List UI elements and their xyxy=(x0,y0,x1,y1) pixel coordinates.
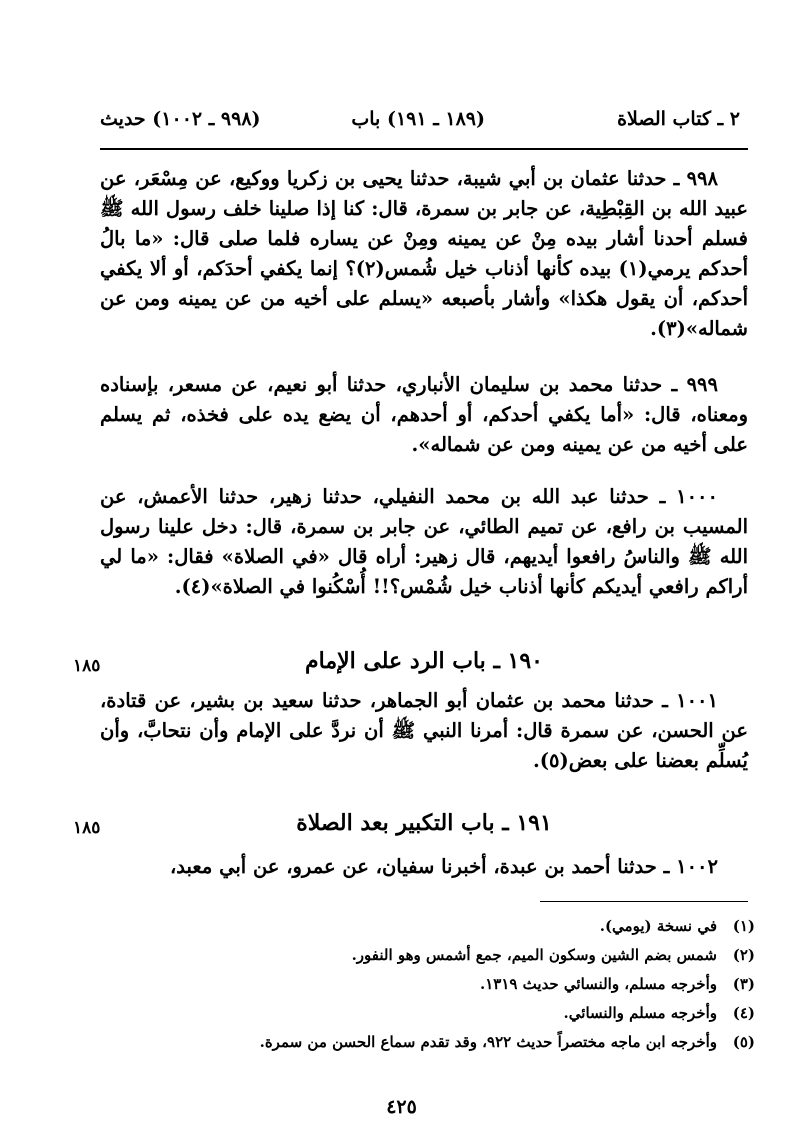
hadith-999-text: ٩٩٩ ـ حدثنا محمد بن سليمان الأنباري، حدثنا أبو نعيم، عن مسعر، بإسناده ومعناه، قال: «أما يكفي أحدكم، أو أحدهم، أن يضع يده على فخذه، ثم يسلم على أخيه من عن يمينه ومن عن شماله». xyxy=(100,373,748,456)
hadith-1000 xyxy=(100,482,748,602)
footnotes xyxy=(130,912,755,1057)
hadith-1002-text: ١٠٠٢ ـ حدثنا أحمد بن عبدة، أخبرنا سفيان، عن عمرو، عن أبي معبد، xyxy=(170,855,718,878)
page-number: ٤٢٥ xyxy=(386,1096,417,1118)
footnote xyxy=(130,1028,755,1057)
hadith-999 xyxy=(100,370,748,460)
hadith-998 xyxy=(100,164,748,344)
header-rule xyxy=(100,148,748,150)
hadith-1002 xyxy=(100,852,748,882)
hadith-1001-text: ١٠٠١ ـ حدثنا محمد بن عثمان أبو الجماهر، حدثنا سعيد بن بشير، عن قتادة، عن الحسن، عن سمرة قال: أمرنا النبي ﷺ أن نردَّ على الإمام وأن نتحابَّ، وأن يُسلِّم بعضنا على بعض(٥). xyxy=(100,689,748,772)
hadith-range: (٩٩٨ ـ ١٠٠٢) حديث xyxy=(100,108,261,130)
footnote-text: في نسخة (يومي). xyxy=(599,917,717,935)
section-191-margin: ١٨٥ xyxy=(73,818,101,838)
footnote-number: (٥) xyxy=(732,1033,755,1051)
footnote-rule xyxy=(540,901,748,902)
footnote xyxy=(130,970,755,999)
footnote xyxy=(130,999,755,1028)
hadith-1000-text: ١٠٠٠ ـ حدثنا عبد الله بن محمد النفيلي، حدثنا زهير، حدثنا الأعمش، عن المسيب بن رافع، عن تميم الطائي، عن جابر بن سمرة، قال: دخل علينا رسول الله ﷺ والناسُ رافعوا أيديهم، قال زهير: أراه قال «في الصلاة» فقال: «ما لي أراكم رافعي أيديكم كأنها أذناب خيل شُمْس؟!! أُسْكُنوا في الصلاة»(٤). xyxy=(100,485,748,598)
footnote-text: شمس بضم الشين وسكون الميم، جمع أشمس وهو النفور. xyxy=(351,946,717,964)
footnote xyxy=(130,941,755,970)
footnote-number: (٢) xyxy=(732,946,755,964)
footnote-number: (٣) xyxy=(732,975,755,993)
running-header xyxy=(100,108,740,138)
chapter-range: (١٨٩ ـ ١٩١) باب xyxy=(351,108,485,130)
footnote-text: وأخرجه مسلم، والنسائي حديث ١٣١٩. xyxy=(479,975,717,993)
footnote-text: وأخرجه ابن ماجه مختصراً حديث ٩٢٢، وقد تقدم سماع الحسن من سمرة. xyxy=(259,1033,717,1051)
hadith-1001 xyxy=(100,686,748,776)
footnote-number: (١) xyxy=(732,917,755,935)
hadith-998-text: ٩٩٨ ـ حدثنا عثمان بن أبي شيبة، حدثنا يحيى بن زكريا ووكيع، عن مِسْعَر، عن عبيد الله بن القِبْطِية، عن جابر بن سمرة، قال: كنا إذا صلينا خلف رسول الله ﷺ فسلم أحدنا أشار بيده مِنْ عن يمينه ومِنْ عن يساره فلما صلى قال: «ما بالُ أحدكم يرمي(١) بيده كأنها أذناب خيل شُمس(٢)؟ إنما يكفي أحدَكم، أو ألا يكفي أحدكم، أن يقول هكذا» وأشار بأصبعه «يسلم على أخيه من عن يمينه ومن عن شماله»(٣). xyxy=(100,167,748,340)
footnote xyxy=(130,912,755,941)
section-190-title: ١٩٠ ـ باب الرد على الإمام xyxy=(305,648,543,674)
section-190-margin: ١٨٥ xyxy=(73,656,101,676)
book-title: ٢ ـ كتاب الصلاة xyxy=(617,108,740,130)
section-191-title: ١٩١ ـ باب التكبير بعد الصلاة xyxy=(296,810,552,836)
footnote-text: وأخرجه مسلم والنسائي. xyxy=(563,1004,717,1022)
footnote-number: (٤) xyxy=(732,1004,755,1022)
